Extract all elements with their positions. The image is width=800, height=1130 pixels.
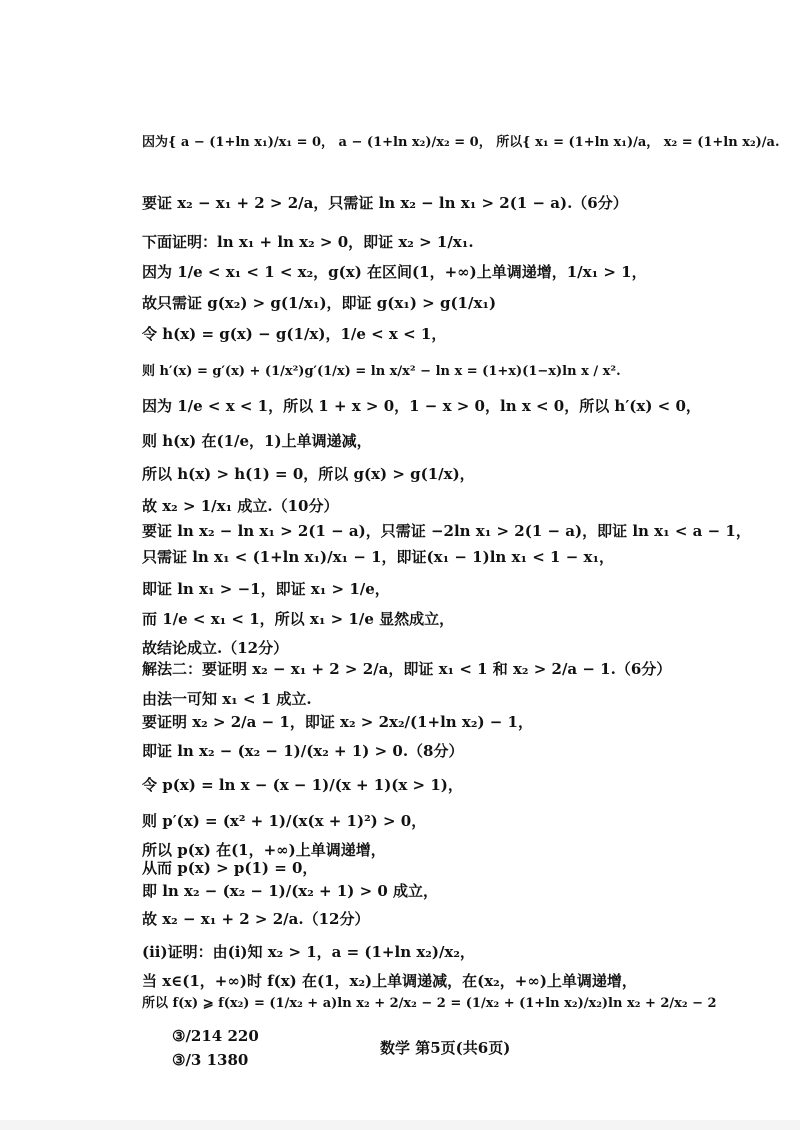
solution-line: 因为 1/e < x₁ < 1 < x₂，g(x) 在区间(1，+∞)上单调递增，1/x₁ > 1， bbox=[142, 263, 647, 281]
footer-code-1: ③/214 220 bbox=[172, 1027, 259, 1045]
solution-line: 要证 ln x₂ − ln x₁ > 2(1 − a)，只需证 −2ln x₁ > 2(1 − a)，即证 ln x₁ < a − 1， bbox=[142, 522, 751, 540]
solution-line: 解法二：要证明 x₂ − x₁ + 2 > 2/a，即证 x₁ < 1 和 x₂ > 2/a − 1.（6分） bbox=[142, 660, 672, 678]
solution-line: 则 h′(x) = g′(x) + (1/x²)g′(1/x) = ln x/x² − ln x = (1+x)(1−x)ln x / x². bbox=[142, 364, 621, 379]
solution-line: 当 x∈(1，+∞)时 f(x) 在(1，x₂)上单调递减，在(x₂，+∞)上单调递增， bbox=[142, 972, 637, 990]
solution-line: 由法一可知 x₁ < 1 成立. bbox=[142, 690, 312, 708]
solution-line: (ii)证明：由(i)知 x₂ > 1，a = (1+ln x₂)/x₂， bbox=[142, 943, 475, 961]
solution-line: 故 x₂ > 1/x₁ 成立.（10分） bbox=[142, 497, 339, 515]
solution-line: 所以 f(x) ⩾ f(x₂) = (1/x₂ + a)ln x₂ + 2/x₂ − 2 = (1/x₂ + (1+ln x₂)/x₂)ln x₂ + 2/x₂ − 2 bbox=[142, 996, 717, 1011]
solution-line: 令 h(x) = g(x) − g(1/x)，1/e < x < 1， bbox=[142, 325, 447, 343]
solution-line: 要证 x₂ − x₁ + 2 > 2/a，只需证 ln x₂ − ln x₁ > 2(1 − a).（6分） bbox=[142, 194, 628, 212]
solution-line: 所以 h(x) > h(1) = 0，所以 g(x) > g(1/x)， bbox=[142, 465, 475, 483]
solution-line: 而 1/e < x₁ < 1，所以 x₁ > 1/e 显然成立， bbox=[142, 610, 455, 628]
solution-line: 即证 ln x₁ > −1，即证 x₁ > 1/e， bbox=[142, 580, 390, 598]
solution-line: 即证 ln x₂ − (x₂ − 1)/(x₂ + 1) > 0.（8分） bbox=[142, 742, 464, 760]
solution-line: 故只需证 g(x₂) > g(1/x₁)，即证 g(x₁) > g(1/x₁) bbox=[142, 294, 497, 312]
solution-line: 下面证明：ln x₁ + ln x₂ > 0，即证 x₂ > 1/x₁. bbox=[142, 233, 474, 251]
solution-line: 故 x₂ − x₁ + 2 > 2/a.（12分） bbox=[142, 910, 370, 928]
solution-line: 只需证 ln x₁ < (1+ln x₁)/x₁ − 1，即证(x₁ − 1)ln x₁ < 1 − x₁， bbox=[142, 548, 615, 566]
solution-line: 从而 p(x) > p(1) = 0， bbox=[142, 859, 318, 877]
solution-line: 所以 p(x) 在(1，+∞)上单调递增， bbox=[142, 841, 386, 859]
solution-line: 即 ln x₂ − (x₂ − 1)/(x₂ + 1) > 0 成立， bbox=[142, 882, 439, 900]
page-number: 数学 第5页(共6页) bbox=[380, 1039, 511, 1057]
footer-code-2: ③/3 1380 bbox=[172, 1051, 249, 1069]
bottom-bar bbox=[0, 1120, 800, 1130]
solution-line: 要证明 x₂ > 2/a − 1，即证 x₂ > 2x₂/(1+ln x₂) − 1， bbox=[142, 713, 533, 731]
solution-line: 故结论成立.（12分） bbox=[142, 639, 289, 657]
solution-line: 因为 1/e < x < 1，所以 1 + x > 0，1 − x > 0，ln x < 0，所以 h′(x) < 0， bbox=[142, 397, 701, 415]
solution-line: 则 h(x) 在(1/e，1)上单调递减， bbox=[142, 432, 372, 450]
solution-line: 则 p′(x) = (x² + 1)/(x(x + 1)²) > 0， bbox=[142, 812, 427, 830]
solution-line: 令 p(x) = ln x − (x − 1)/(x + 1)(x > 1)， bbox=[142, 776, 463, 794]
solution-line: 因为{ a − (1+ln x₁)/x₁ = 0， a − (1+ln x₂)/x₂ = 0， 所以{ x₁ = (1+ln x₁)/a， x₂ = (1+ln x₂)/a. bbox=[142, 135, 780, 150]
